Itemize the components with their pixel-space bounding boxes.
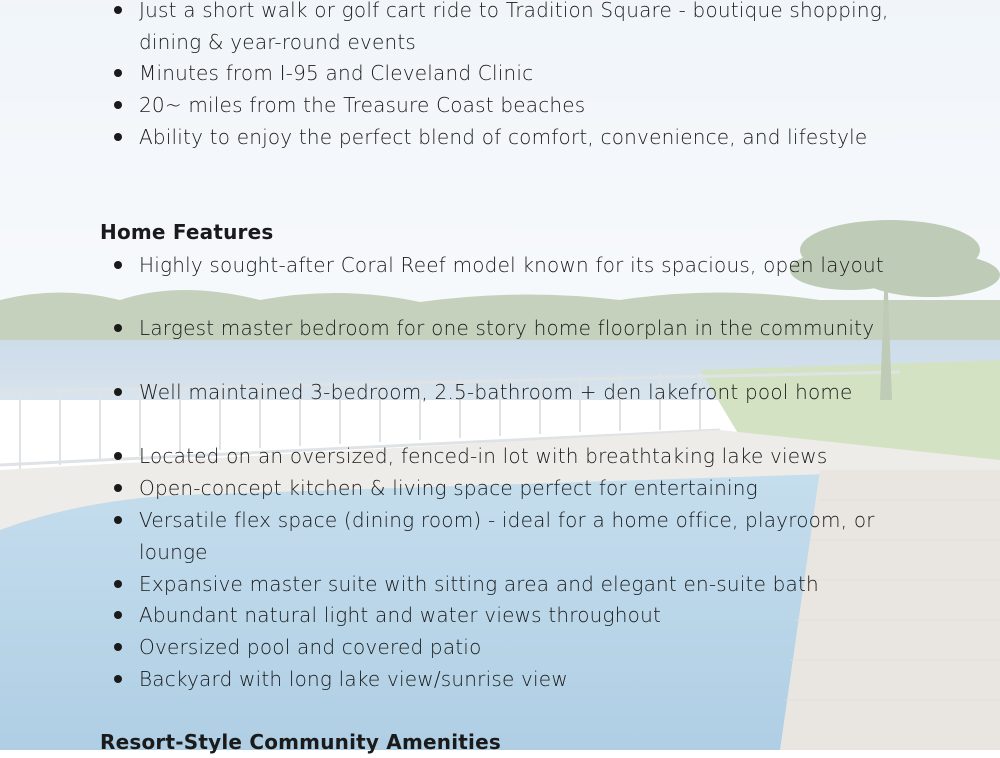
list-item: Largest master bedroom for one story home floorplan in the community bbox=[117, 312, 907, 344]
list-item: Highly sought-after Coral Reef model known for its spacious, open layout bbox=[117, 249, 907, 281]
list-item: 20~ miles from the Treasure Coast beaches bbox=[117, 89, 907, 121]
list-item: Well maintained 3-bedroom, 2.5-bathroom + den lakefront pool home bbox=[117, 376, 907, 408]
home-features-heading: Home Features bbox=[100, 220, 274, 244]
list-item: Located on an oversized, fenced-in lot with breathtaking lake views bbox=[117, 440, 907, 472]
list-item: Expansive master suite with sitting area and elegant en-suite bath bbox=[117, 568, 907, 600]
list-item: Abundant natural light and water views throughout bbox=[117, 599, 907, 631]
list-item: Just a short walk or golf cart ride to Tradition Square - boutique shopping, dining & year-round events bbox=[117, 0, 907, 58]
list-item: Oversized pool and covered patio bbox=[117, 631, 907, 663]
list-item: Versatile flex space (dining room) - ideal for a home office, playroom, or lounge bbox=[117, 504, 907, 568]
list-item: Ability to enjoy the perfect blend of comfort, convenience, and lifestyle bbox=[117, 121, 907, 153]
list-item: Backyard with long lake view/sunrise view bbox=[117, 663, 907, 695]
list-item: Minutes from I-95 and Cleveland Clinic bbox=[117, 57, 907, 89]
list-item: Open-concept kitchen & living space perfect for entertaining bbox=[117, 472, 907, 504]
amenities-heading: Resort-Style Community Amenities bbox=[100, 730, 501, 754]
